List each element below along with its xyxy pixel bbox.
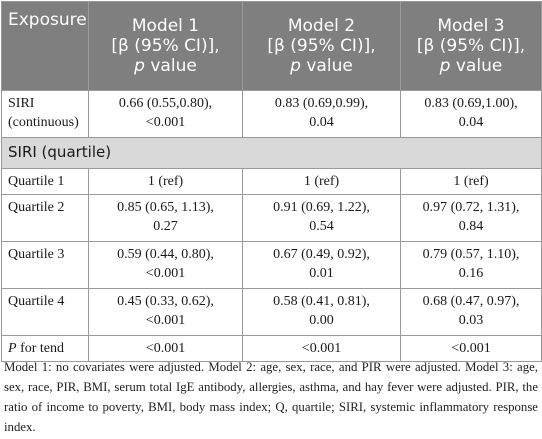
cell-model-1 — [89, 195, 243, 242]
table-row-siri-continuous — [2, 91, 542, 138]
header-model-2-p — [243, 56, 400, 76]
p-value: 0.54 — [309, 219, 334, 234]
header-model-1-title: Model 1 — [131, 16, 200, 36]
header-model-1 — [89, 2, 243, 91]
cell-model-2 — [243, 91, 401, 138]
table-row-quartile-4 — [2, 289, 542, 336]
p-value: 0.27 — [153, 219, 178, 234]
estimate: 0.97 (0.72, 1.31), — [422, 200, 520, 215]
estimate: 0.67 (0.49, 0.92), — [273, 247, 370, 262]
cell-model-3 — [401, 289, 542, 336]
cell-model-3 — [401, 91, 542, 138]
p-italic: P — [8, 341, 17, 356]
cell-model-3: <0.001 — [401, 336, 542, 362]
cell-model-1: 1 (ref) — [89, 169, 243, 195]
results-table — [1, 1, 542, 362]
cell-model-2 — [243, 242, 401, 289]
cell-model-1 — [89, 91, 243, 138]
row-label: Quartile 2 — [2, 195, 89, 242]
estimate: 0.68 (0.47, 0.97), — [422, 294, 520, 309]
estimate: 0.83 (0.69,0.99), — [274, 96, 369, 111]
header-exposure: Exposure — [2, 2, 89, 91]
header-model-1-beta: [β (95% CI)], — [111, 36, 220, 56]
row-label: Quartile 1 — [2, 169, 89, 195]
p-value: 0.84 — [458, 219, 484, 234]
cell-model-3: 1 (ref) — [401, 169, 542, 195]
estimate: 0.85 (0.65, 1.13), — [117, 200, 214, 215]
header-model-3-title: Model 3 — [437, 16, 505, 36]
p-value: <0.001 — [145, 266, 186, 281]
row-label: Quartile 3 — [2, 242, 89, 289]
p-value-word: value — [455, 56, 503, 76]
cell-model-2: <0.001 — [243, 336, 401, 362]
header-model-3-p — [401, 56, 541, 76]
label-rest: for tend — [16, 341, 64, 356]
cell-model-1 — [89, 242, 243, 289]
estimate: 0.66 (0.55,0.80), — [118, 96, 213, 111]
estimate: 0.58 (0.41, 0.81), — [273, 294, 370, 309]
p-value: 0.03 — [458, 313, 484, 328]
header-model-3-beta: [β (95% CI)], — [416, 36, 526, 56]
section-label: SIRI (quartile) — [2, 138, 542, 169]
cell-model-3 — [401, 242, 542, 289]
results-table-container — [1, 1, 541, 362]
estimate: 0.91 (0.69, 1.22), — [273, 200, 370, 215]
p-value: 0.00 — [309, 313, 334, 328]
estimate: 0.79 (0.57, 1.10), — [422, 247, 520, 262]
cell-model-1: <0.001 — [89, 336, 243, 362]
p-value-word: value — [150, 56, 197, 76]
row-label: Quartile 4 — [2, 289, 89, 336]
estimate: 0.45 (0.33, 0.62), — [117, 294, 214, 309]
p-italic: p — [290, 56, 301, 76]
table-row-quartile-1 — [2, 169, 542, 195]
table-row-quartile-3 — [2, 242, 542, 289]
p-value: 0.04 — [309, 115, 334, 130]
row-label — [2, 91, 89, 138]
p-value-word: value — [306, 56, 353, 76]
p-value: <0.001 — [145, 115, 186, 130]
estimate: 0.83 (0.69,1.00), — [424, 96, 518, 111]
cell-model-2 — [243, 195, 401, 242]
header-model-2 — [243, 2, 401, 91]
header-model-2-beta: [β (95% CI)], — [267, 36, 376, 56]
p-value: 0.16 — [458, 266, 484, 281]
p-value: <0.001 — [145, 313, 186, 328]
cell-model-1 — [89, 289, 243, 336]
p-value: 0.04 — [458, 115, 484, 130]
label-line: (continuous) — [8, 115, 79, 130]
p-italic: p — [439, 56, 451, 76]
p-italic: p — [134, 56, 145, 76]
table-header-row — [2, 2, 542, 91]
p-value: 0.01 — [309, 266, 334, 281]
cell-model-2: 1 (ref) — [243, 169, 401, 195]
table-row-quartile-2 — [2, 195, 542, 242]
cell-model-3 — [401, 195, 542, 242]
estimate: 0.59 (0.44, 0.80), — [117, 247, 214, 262]
header-model-1-p — [89, 56, 242, 76]
header-model-3 — [401, 2, 542, 91]
table-footnote: Model 1: no covariates were adjusted. Model 2: age, sex, race, and PIR were adjusted. Model 3: age, sex, race, PIR, BMI, serum total IgE antibody, allergies, asthma, and hay fever were adjusted. PIR, the ratio of income to poverty, BMI, body mass index; Q, quartile; SIRI, systemic inflammatory response index. — [4, 360, 538, 434]
cell-model-2 — [243, 289, 401, 336]
label-line: SIRI — [8, 96, 35, 111]
header-model-2-title: Model 2 — [287, 16, 356, 36]
table-section-row — [2, 138, 542, 169]
